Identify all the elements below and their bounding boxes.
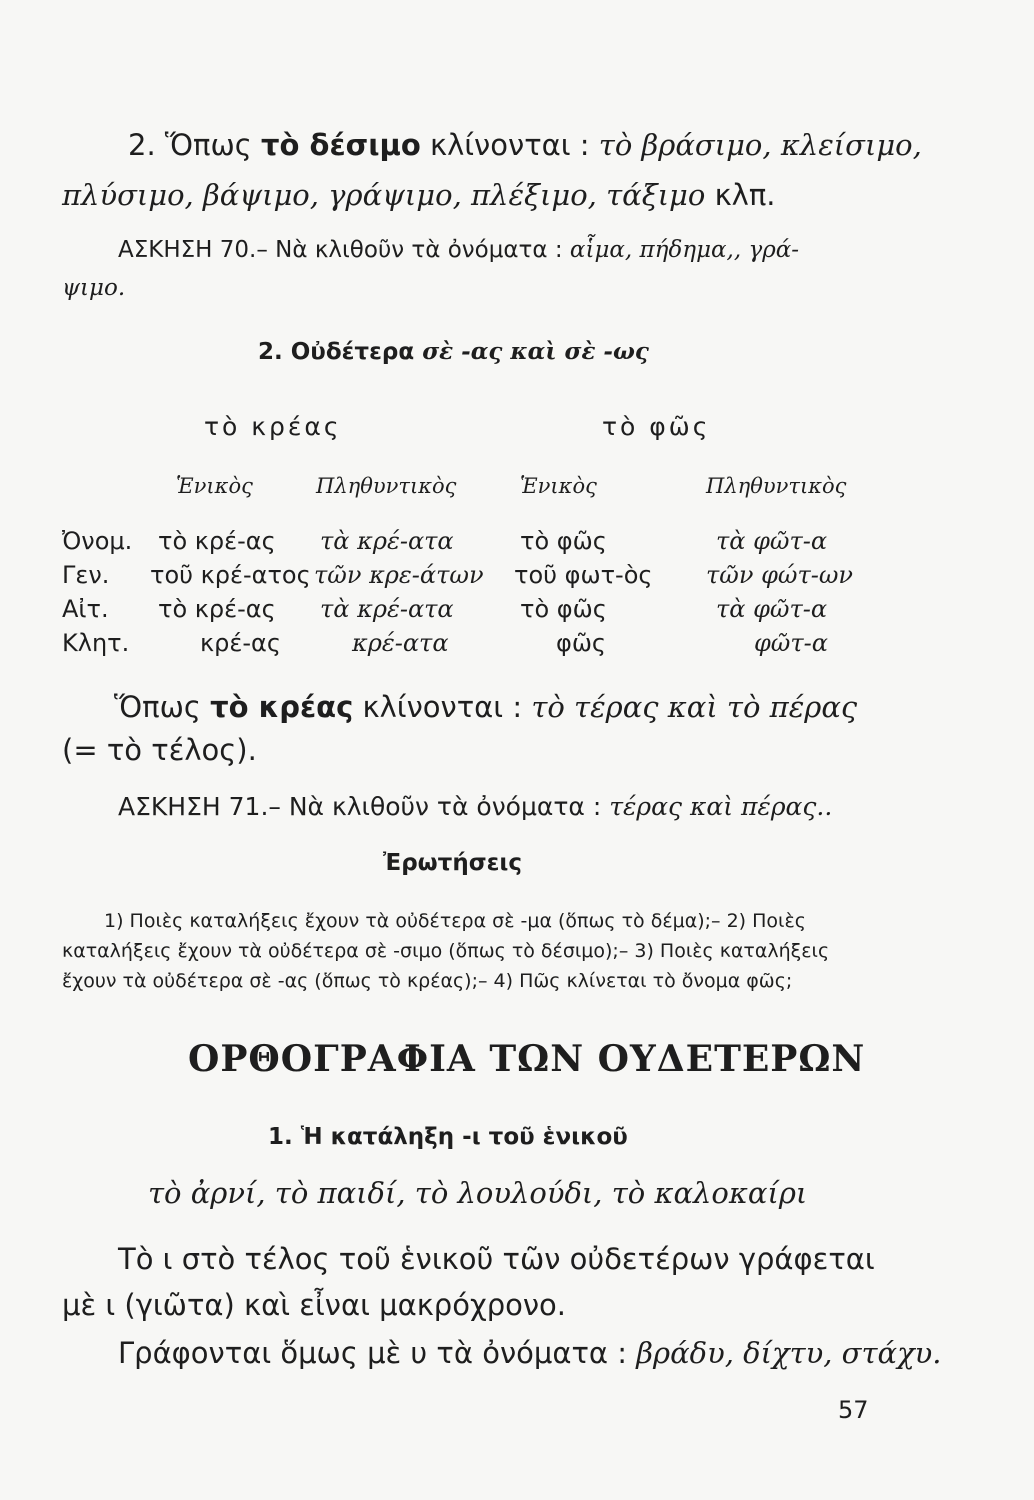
exercise-70-cont: ψιμο. <box>62 275 126 301</box>
text: ΑΣΚΗΣΗ 70.– Νὰ κλιθοῦν τὰ ὀνόματα : <box>118 237 570 263</box>
text: κλίνονται : <box>420 128 599 162</box>
question-line: ἔχουν τὰ οὐδέτερα σὲ -ας (ὅπως τὸ κρέας);– 4) Πῶς κλίνεται τὸ ὄνομα φῶς; <box>62 970 793 992</box>
exercise-70 <box>118 237 799 263</box>
italic-examples: πλύσιμο, βάψιμο, γράψιμο, πλέξιμο, τάξιμο <box>62 178 706 212</box>
bold-term: τὸ δέσιμο <box>261 128 421 162</box>
page-number: 57 <box>838 1396 869 1424</box>
case-label: Κλητ. <box>62 629 130 657</box>
table-cell: τῶν κρε-άτων <box>314 561 484 589</box>
table-cell: τὸ φῶς <box>520 527 607 555</box>
questions-title: Ἐρωτήσεις <box>383 850 523 876</box>
table-cell: τὸ κρέ-ας <box>158 595 276 623</box>
orthography-subheading: 1. Ἡ κατάληξη -ι τοῦ ἑνικοῦ <box>268 1124 628 1150</box>
paragraph-desimo-line2 <box>62 178 776 212</box>
text: 2. Οὐδέτερα <box>258 339 423 365</box>
table-cell: τοῦ κρέ-ατος <box>150 561 311 589</box>
case-label: Αἰτ. <box>62 595 109 623</box>
section-heading <box>258 338 649 365</box>
table-cell: τὸ φῶς <box>520 595 607 623</box>
text: κλίνονται : <box>353 690 532 724</box>
header-plural: Πληθυντικὸς <box>706 474 847 498</box>
table-cell: φῶτ-α <box>754 629 828 657</box>
text: Γράφονται ὅμως μὲ υ τὰ ὀνόματα : <box>118 1336 637 1370</box>
orthography-heading: ΟΡΘΟΓΡΑΦΙΑ ΤΩΝ ΟΥΔΕΤΕΡΩΝ <box>188 1038 866 1080</box>
paragraph-kreas-line2: (= τὸ τέλος). <box>62 733 257 767</box>
question-line: καταλήξεις ἔχουν τὰ οὐδέτερα σὲ -σιμο (ὅπως τὸ δέσιμο);– 3) Ποιὲς καταλήξεις <box>62 940 830 962</box>
case-label: Ὀνομ. <box>62 527 133 555</box>
table-cell: φῶς <box>556 629 607 657</box>
header-singular: Ἑνικὸς <box>520 474 597 498</box>
header-singular: Ἑνικὸς <box>176 474 253 498</box>
orthography-paragraph-line1: Τὸ ι στὸ τέλος τοῦ ἑνικοῦ τῶν οὐδετέρων γράφεται <box>118 1242 875 1276</box>
italic-words: αἷμα, πήδημα,, γρά- <box>569 237 800 263</box>
table-cell: τῶν φώτ-ων <box>706 561 853 589</box>
word-fos: τὸ φῶς <box>602 412 711 441</box>
table-cell: κρέ-ας <box>200 629 281 657</box>
italic-examples: τὸ βράσιμο, κλείσιμο, <box>598 128 922 162</box>
question-line: 1) Ποιὲς καταλήξεις ἔχουν τὰ οὐδέτερα σὲ -μα (ὅπως τὸ δέμα);– 2) Ποιὲς <box>104 910 806 932</box>
text: κλπ. <box>705 178 776 212</box>
italic-heading: σὲ -ας καὶ σὲ -ως <box>422 338 649 365</box>
case-label: Γεν. <box>62 561 110 589</box>
table-cell: τὰ φῶτ-α <box>716 595 828 623</box>
table-cell: τὰ κρέ-ατα <box>320 595 454 623</box>
text: Ὅπως <box>114 690 211 724</box>
paragraph-kreas-line1 <box>114 690 857 724</box>
italic-words: τέρας καὶ πέρας.. <box>609 792 833 821</box>
orthography-paragraph-line2: μὲ ι (γιῶτα) καὶ εἶναι μακρόχρονο. <box>62 1288 567 1322</box>
text: 2. Ὅπως <box>128 128 262 162</box>
table-cell: τὰ φῶτ-α <box>716 527 828 555</box>
orthography-examples: τὸ ἀρνί, τὸ παιδί, τὸ λουλούδι, τὸ καλοκαίρι <box>148 1176 808 1210</box>
table-cell: τὰ κρέ-ατα <box>320 527 454 555</box>
italic-examples: βράδυ, δίχτυ, στάχυ. <box>636 1336 942 1370</box>
table-cell: κρέ-ατα <box>352 629 449 657</box>
table-cell: τοῦ φωτ-ὸς <box>514 561 653 589</box>
header-plural: Πληθυντικὸς <box>316 474 457 498</box>
orthography-paragraph-line3 <box>118 1336 942 1370</box>
paragraph-desimo-line1 <box>128 128 922 162</box>
table-cell: τὸ κρέ-ας <box>158 527 276 555</box>
bold-term: τὸ κρέας <box>210 690 354 724</box>
text: ΑΣΚΗΣΗ 71.– Νὰ κλιθοῦν τὰ ὀνόματα : <box>118 792 610 821</box>
word-kreas: τὸ κρέας <box>204 412 342 441</box>
italic-examples: τὸ τέρας καὶ τὸ πέρας <box>531 690 858 724</box>
exercise-71 <box>118 792 832 821</box>
